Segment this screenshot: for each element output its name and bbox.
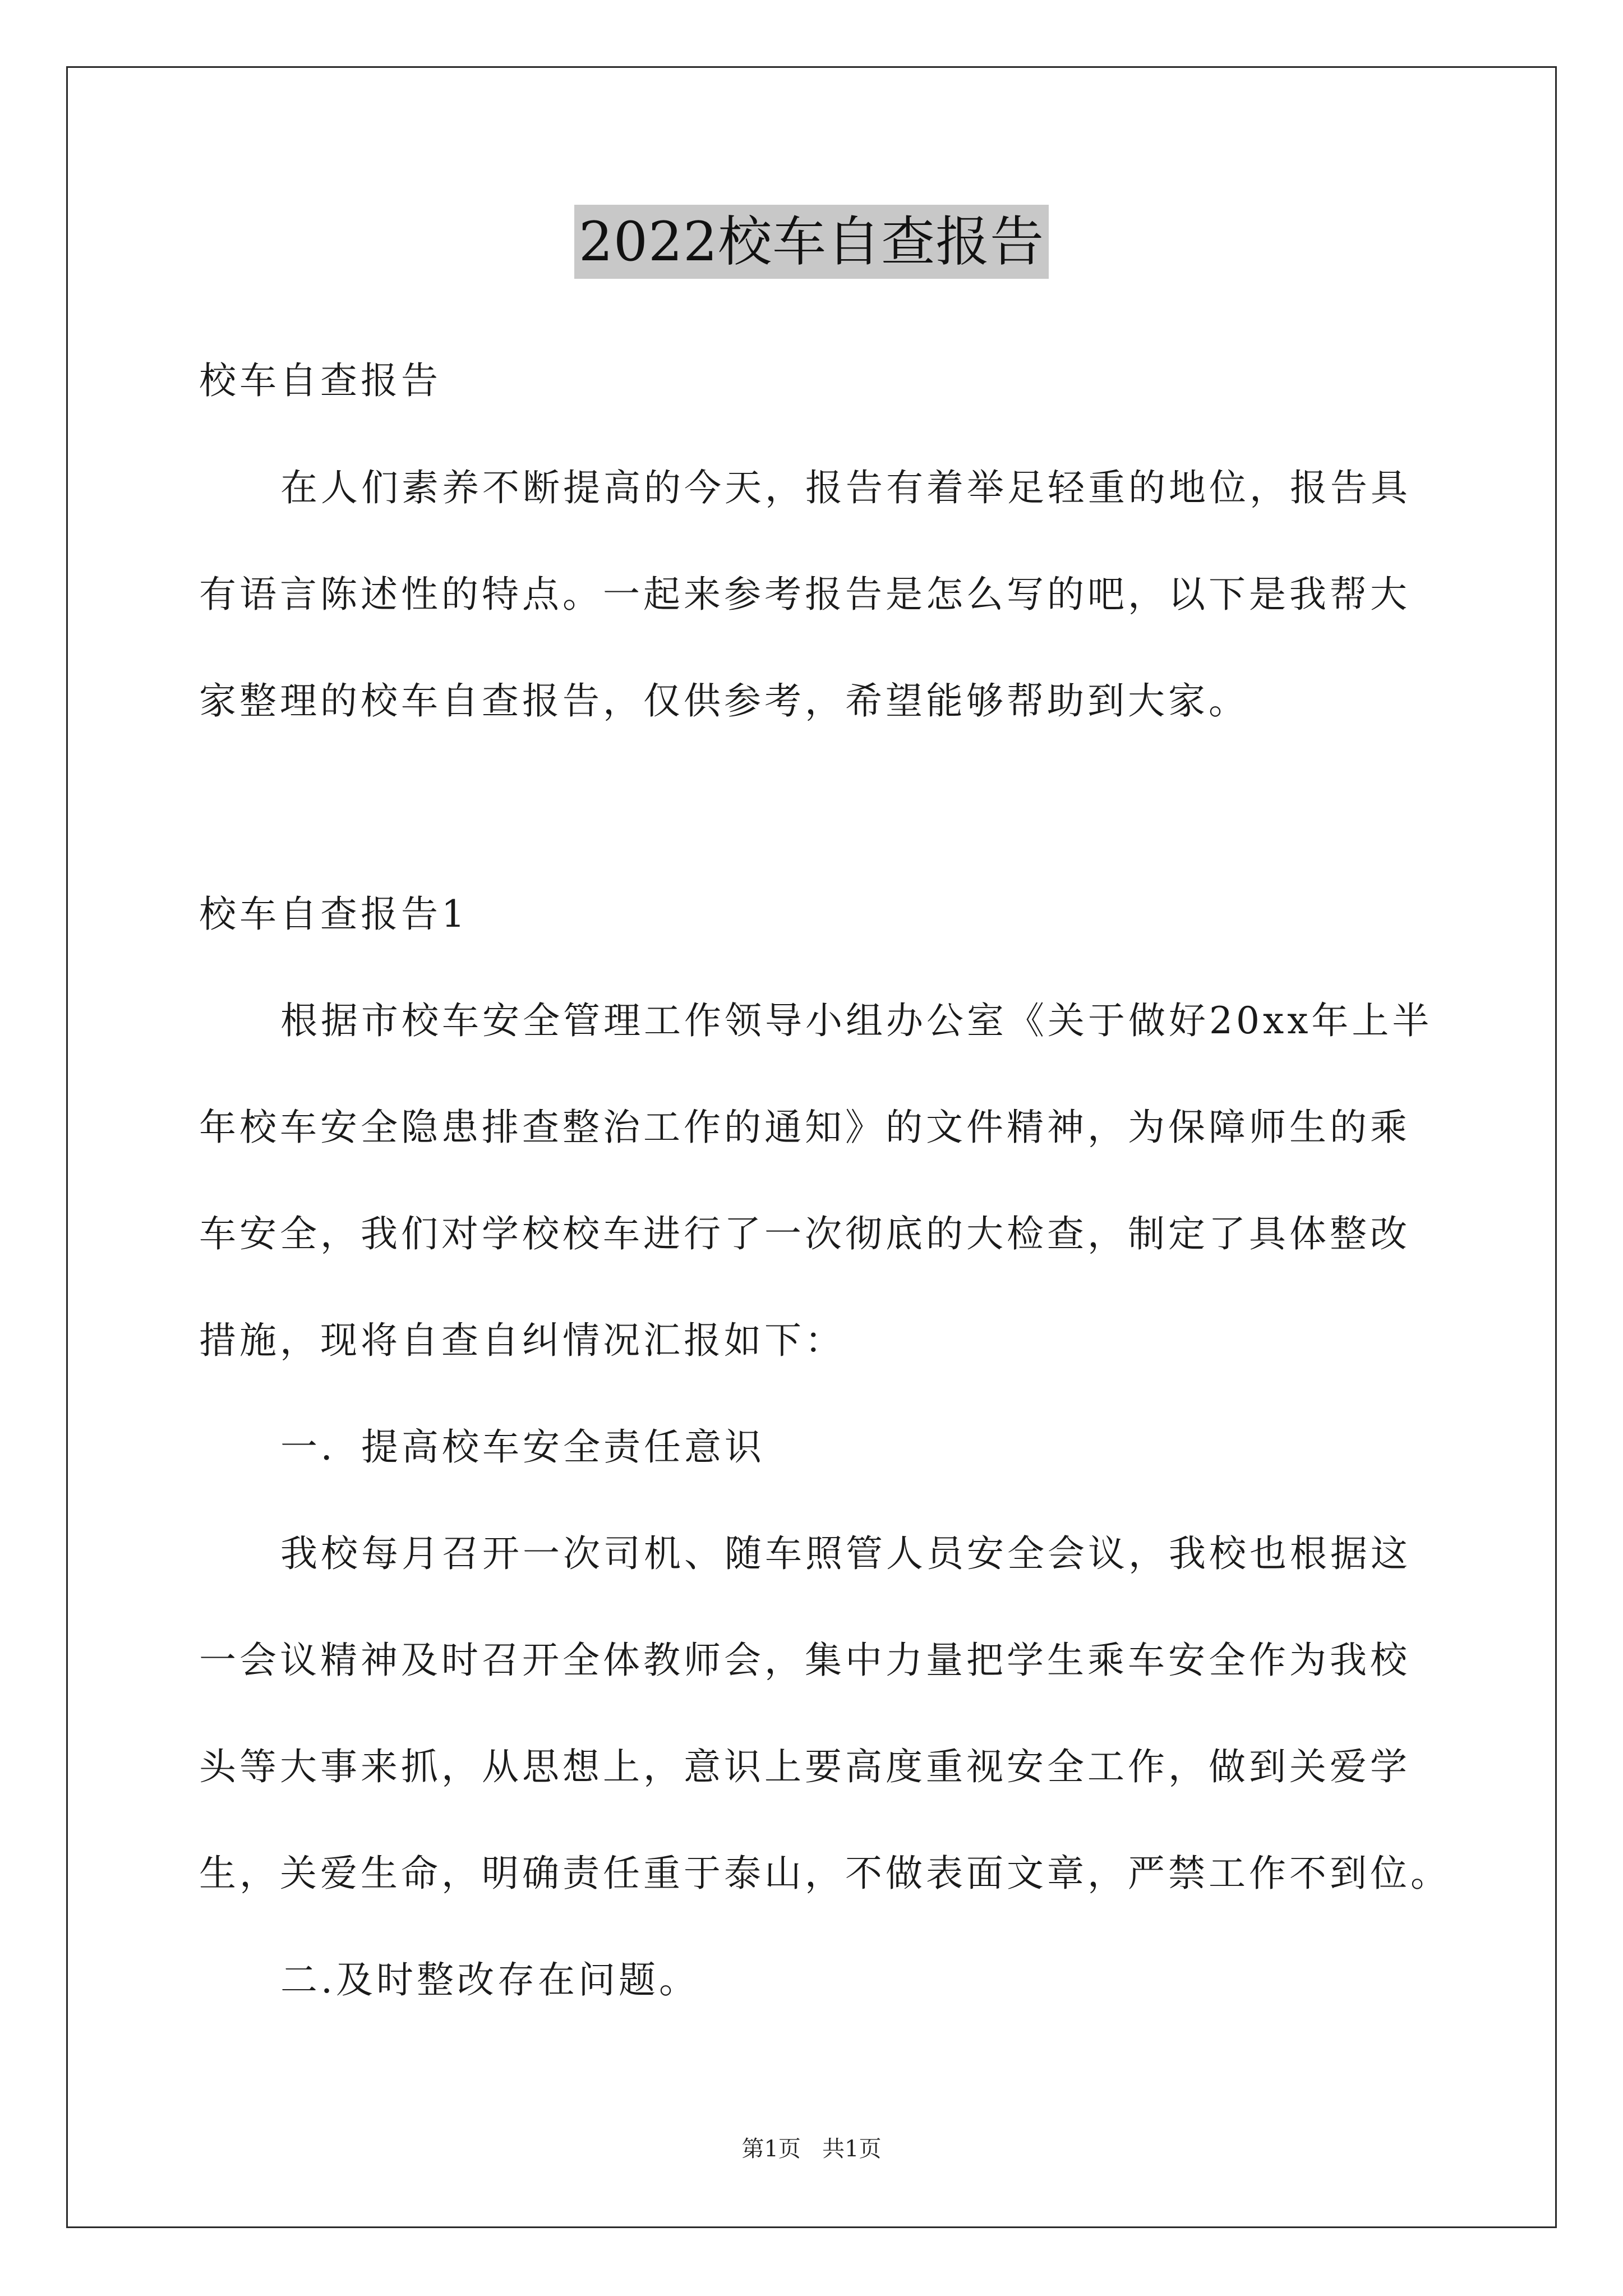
document-subtitle: 校车自查报告 <box>199 359 441 402</box>
section-line: 措施，现将自查自纠情况汇报如下： <box>199 1319 845 1362</box>
title-container <box>0 205 1623 279</box>
paragraph-line: 生，关爱生命，明确责任重于泰山，不做表面文章，严禁工作不到位。 <box>199 1852 1451 1895</box>
paragraph-line: 我校每月召开一次司机、随车照管人员安全会议，我校也根据这 <box>280 1532 1411 1575</box>
paragraph-line: 头等大事来抓，从思想上，意识上要高度重视安全工作，做到关爱学 <box>199 1745 1410 1788</box>
intro-line: 有语言陈述性的特点。一起来参考报告是怎么写的吧，以下是我帮大 <box>199 573 1410 616</box>
section-line: 车安全，我们对学校校车进行了一次彻底的大检查，制定了具体整改 <box>199 1212 1410 1255</box>
heading-two: 二.及时整改存在问题。 <box>280 1958 699 2001</box>
page-footer: 第1页 共1页 <box>741 2136 882 2162</box>
section-line: 年校车安全隐患排查整治工作的通知》的文件精神，为保障师生的乘 <box>199 1106 1410 1149</box>
paragraph-line: 一会议精神及时召开全体教师会，集中力量把学生乘车安全作为我校 <box>199 1639 1410 1682</box>
section-line: 根据市校车安全管理工作领导小组办公室《关于做好20xx年上半 <box>280 999 1433 1042</box>
intro-line: 家整理的校车自查报告，仅供参考，希望能够帮助到大家。 <box>199 679 1249 723</box>
section-title: 校车自查报告1 <box>199 892 468 936</box>
intro-line: 在人们素养不断提高的今天，报告有着举足轻重的地位，报告具 <box>280 466 1411 509</box>
document-title: 2022校车自查报告 <box>574 205 1049 279</box>
heading-one: 一．提高校车安全责任意识 <box>280 1425 765 1469</box>
